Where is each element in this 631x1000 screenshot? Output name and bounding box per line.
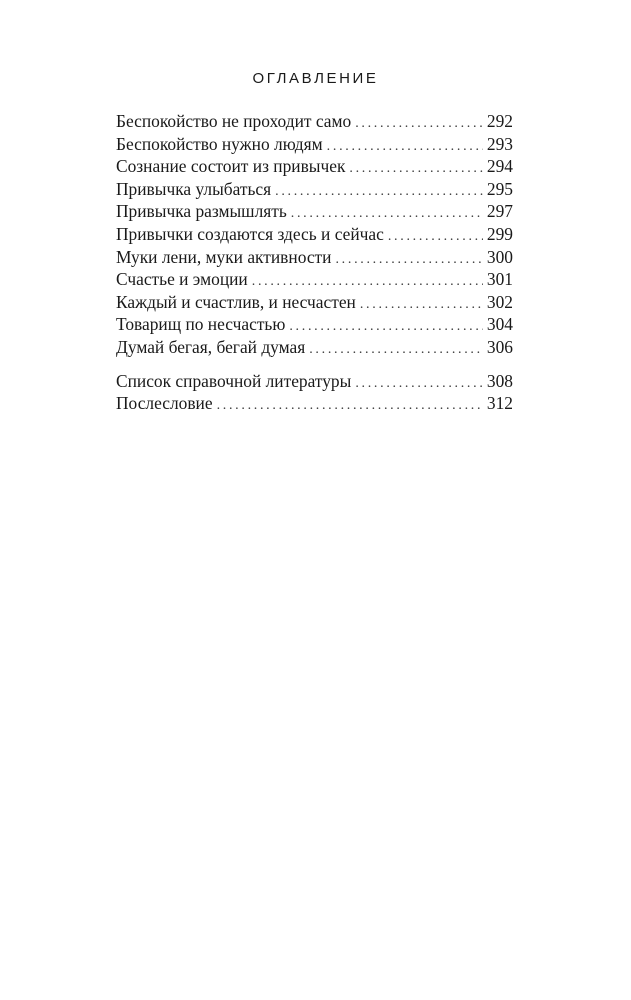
toc-entry-page-number: 294	[486, 156, 513, 177]
toc-entry-title: Привычка размышлять	[116, 201, 287, 222]
toc-dot-leader	[349, 158, 483, 178]
toc-heading: ОГЛАВЛЕНИЕ	[252, 70, 379, 87]
toc-entry	[116, 370, 513, 393]
toc-entry-title: Послесловие	[116, 393, 213, 414]
toc-dot-leader	[252, 271, 483, 291]
toc-entry-page-number: 292	[486, 111, 513, 131]
toc-dot-leader	[291, 203, 483, 223]
toc-dot-leader	[217, 395, 483, 415]
toc-entry-page-number: 304	[486, 314, 513, 335]
toc-entry	[116, 246, 513, 269]
toc-entry-title: Думай бегая, бегай думая	[116, 336, 306, 357]
toc-entry-page-number: 299	[486, 223, 513, 244]
toc-entry	[116, 110, 513, 133]
toc-entry	[116, 392, 513, 415]
toc-entry	[116, 155, 513, 178]
toc-entry	[116, 291, 513, 314]
toc-entry-title: Товарищ по несчастью	[116, 314, 286, 335]
toc-dot-leader	[309, 339, 483, 359]
toc-dot-leader	[289, 316, 483, 336]
toc-dot-leader	[388, 226, 483, 246]
toc-entry-page-number: 300	[486, 246, 513, 267]
toc-entry	[116, 133, 513, 156]
toc-entry-page-number: 302	[486, 291, 513, 312]
toc-entry-title: Муки лени, муки активности	[116, 246, 332, 267]
toc-dot-leader	[355, 113, 483, 133]
toc-section	[116, 370, 513, 415]
toc-dot-leader	[335, 249, 482, 269]
toc-entry-page-number: 297	[486, 201, 513, 222]
toc-entry	[116, 313, 513, 336]
toc-entry-title: Привычка улыбаться	[116, 178, 272, 199]
toc-dot-leader	[327, 136, 483, 156]
toc-entry-page-number: 308	[486, 370, 513, 391]
toc-entry-page-number: 301	[486, 269, 513, 290]
toc-entry-title: Счастье и эмоции	[116, 269, 248, 290]
toc-entry-title: Сознание состоит из привычек	[116, 156, 346, 177]
toc-entry-page-number: 306	[486, 336, 513, 357]
toc-entry	[116, 223, 513, 246]
toc-entry-page-number: 295	[486, 178, 513, 199]
toc-entry	[116, 200, 513, 223]
toc-entry	[116, 268, 513, 291]
toc-entry	[116, 178, 513, 201]
toc-entry-title: Привычки создаются здесь и сейчас	[116, 223, 384, 244]
toc-entry-title: Список справочной литературы	[116, 370, 352, 391]
toc-entry-page-number: 293	[486, 133, 513, 154]
toc-entry	[116, 336, 513, 359]
toc-section	[116, 110, 513, 359]
table-of-contents	[116, 110, 513, 415]
toc-entry-title: Каждый и счастлив, и несчастен	[116, 291, 356, 312]
toc-dot-leader	[355, 373, 483, 393]
toc-dot-leader	[360, 294, 483, 314]
toc-entry-title: Беспокойство нужно людям	[116, 133, 323, 154]
toc-entry-page-number: 312	[486, 393, 513, 414]
toc-dot-leader	[275, 181, 483, 201]
toc-entry-title: Беспокойство не проходит само	[116, 111, 352, 131]
